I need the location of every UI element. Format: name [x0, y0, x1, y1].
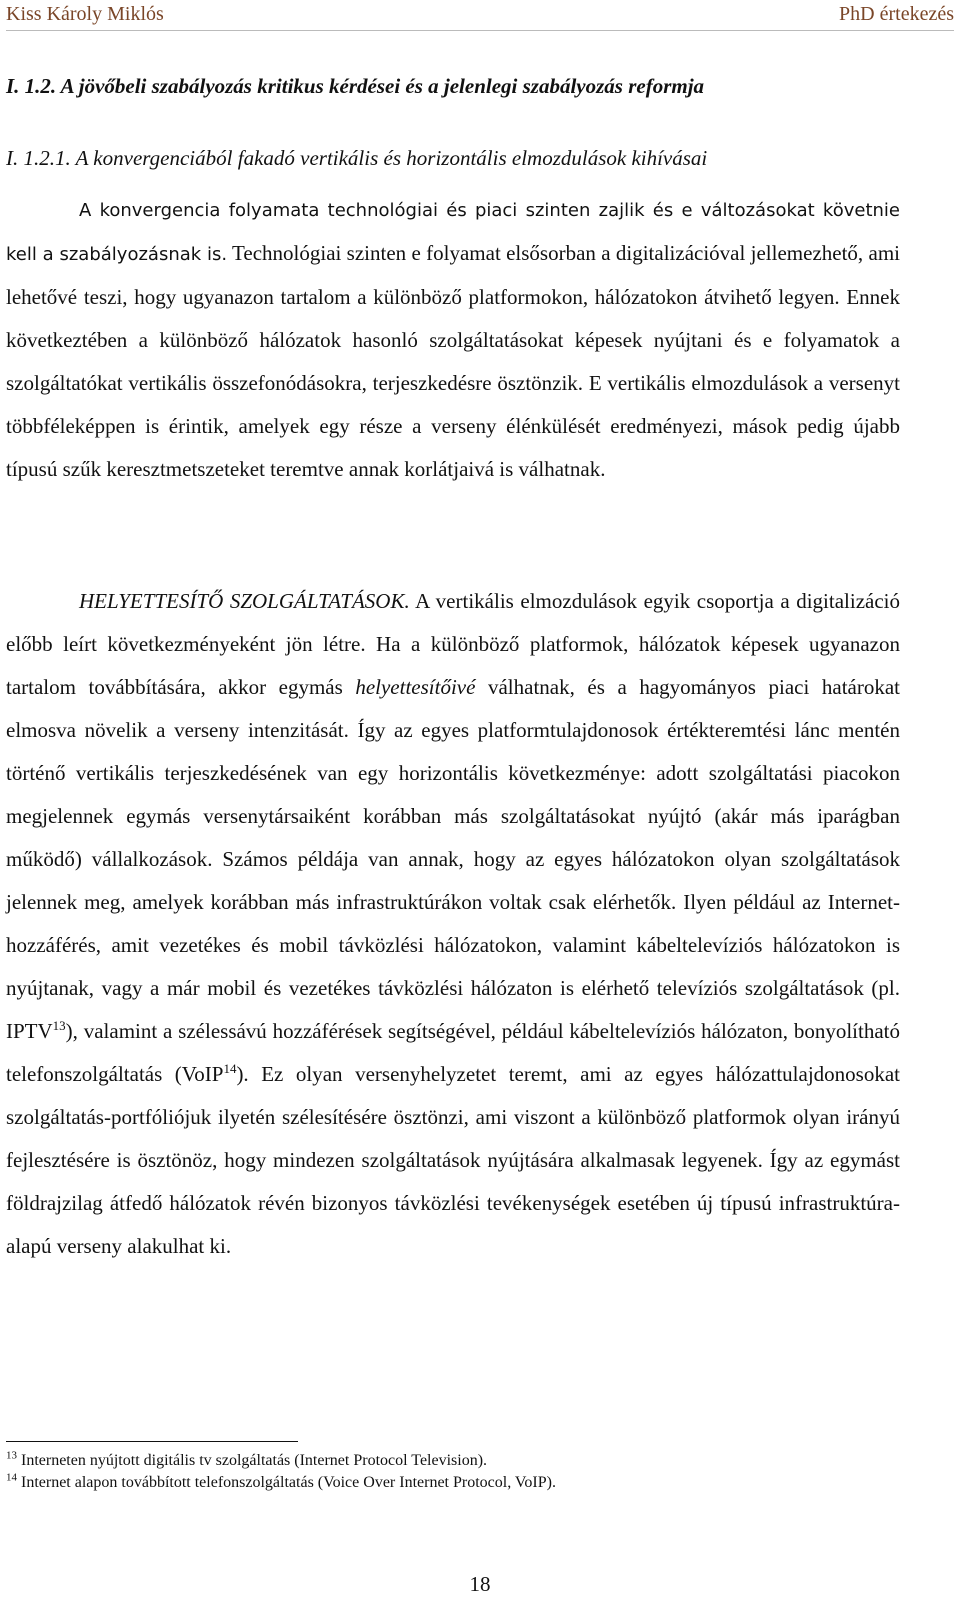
paragraph-2: [6, 580, 900, 1268]
footnote-13: [6, 1450, 906, 1472]
footnote-number: 13: [6, 1449, 17, 1462]
footnote-separator: [6, 1441, 298, 1442]
footnote-ref-14[interactable]: 14: [223, 1061, 237, 1076]
paragraph-2-italic-word: helyettesítőivé: [355, 675, 476, 699]
footnotes: [6, 1450, 906, 1494]
subsection-heading: I. 1.2.1. A konvergenciából fakadó vertikális és horizontális elmozdulások kihívásai: [6, 146, 708, 170]
header-doc-type: PhD értekezés: [839, 3, 954, 25]
section-heading: I. 1.2. A jövőbeli szabályozás kritikus kérdései és a jelenlegi szabályozás reformja: [6, 74, 705, 98]
footnote-number: 14: [6, 1471, 17, 1484]
footnote-text: Interneten nyújtott digitális tv szolgáltatás (Internet Protocol Television).: [21, 1452, 488, 1469]
footnote-ref-13[interactable]: 13: [52, 1018, 66, 1033]
header-author: Kiss Károly Miklós: [6, 3, 164, 25]
paragraph-1: [6, 188, 900, 491]
paragraph-2-text-a: A vertikális elmozdulások egyik csoportja a digitalizáció előbb leírt következményeként jön létre. Ha a különböző platformok, hálózatok képesek ugyanazon tartalom továbbítására, akkor egymás: [6, 589, 900, 699]
paragraph-1-sans-text: A konvergencia folyamata technológiai és piaci szinten zajlik és e változásokat követnie kell a szabályozásnak is.: [6, 200, 900, 265]
footnote-14: [6, 1472, 906, 1494]
footnote-text: Internet alapon továbbított telefonszolgáltatás (Voice Over Internet Protocol, VoIP).: [21, 1474, 556, 1491]
paragraph-2-lead: HELYETTESÍTŐ SZOLGÁLTATÁSOK.: [79, 589, 410, 613]
page-number: 18: [469, 1572, 491, 1596]
paragraph-1-text: Technológiai szinten e folyamat elsősorban a digitalizációval jellemezhető, ami lehetővé teszi, hogy ugyanazon tartalom a különböző platformokon, hálózatokon átvihető legyen. Ennek következtében a különböző hálózatok hasonló szolgáltatásokat képesek nyújtani és e folyamatok a szolgáltatókat vertikális összefonódásokra, terjeszkedésre ösztönzik. E vertikális elmozdulások a versenyt többféleképpen is érintik, amelyek egy része a verseny élénkülését eredményezi, mások pedig újabb típusú szűk keresztmetszeteket teremtve annak korlátjaivá is válhatnak.: [6, 241, 900, 481]
paragraph-2-text-b: válhatnak, és a hagyományos piaci határokat elmosva növelik a verseny intenzitását. Így az egyes platformtulajdonosok értékteremtési lánc mentén történő vertikális terjeszkedésének van egy horizontális következménye: adott szolgáltatási piacokon megjelennek egymás versenytársaiként korábban más szolgáltatásokat nyújtó (akár más iparágban működő) vállalkozások. Számos példája van annak, hogy az egyes hálózatokon olyan szolgáltatások jelennek meg, amelyek korábban más infrastruktúrákon voltak csak elérhetők. Ilyen például az Internet-hozzáférés, amit vezetékes és mobil távközlési hálózatokon, valamint kábeltelevíziós hálózatokon is nyújtanak, vagy a már mobil és vezetékes távközlési hálózaton is elérhető televíziós szolgáltatások (pl. IPTV: [6, 675, 900, 1043]
paragraph-2-text-c: ), valamint a szélessávú hozzáférések segítségével, például kábeltelevíziós hálózaton, bonyolítható telefonszolgáltatás (VoIP: [6, 1019, 900, 1086]
running-header: [6, 0, 954, 31]
paragraph-2-text-d: ). Ez olyan versenyhelyzetet teremt, ami az egyes hálózattulajdonosokat szolgáltatás-portfóliójuk ilyetén szélesítésére ösztönzi, ami viszont a különböző platformok olyan irányú fejlesztésére is ösztönöz, hogy mindezen szolgáltatások nyújtására alkalmasak legyenek. Így az egymást földrajzilag átfedő hálózatok révén bizonyos távközlési tevékenységek esetében új típusú infrastruktúra-alapú verseny alakulhat ki.: [6, 1062, 900, 1258]
